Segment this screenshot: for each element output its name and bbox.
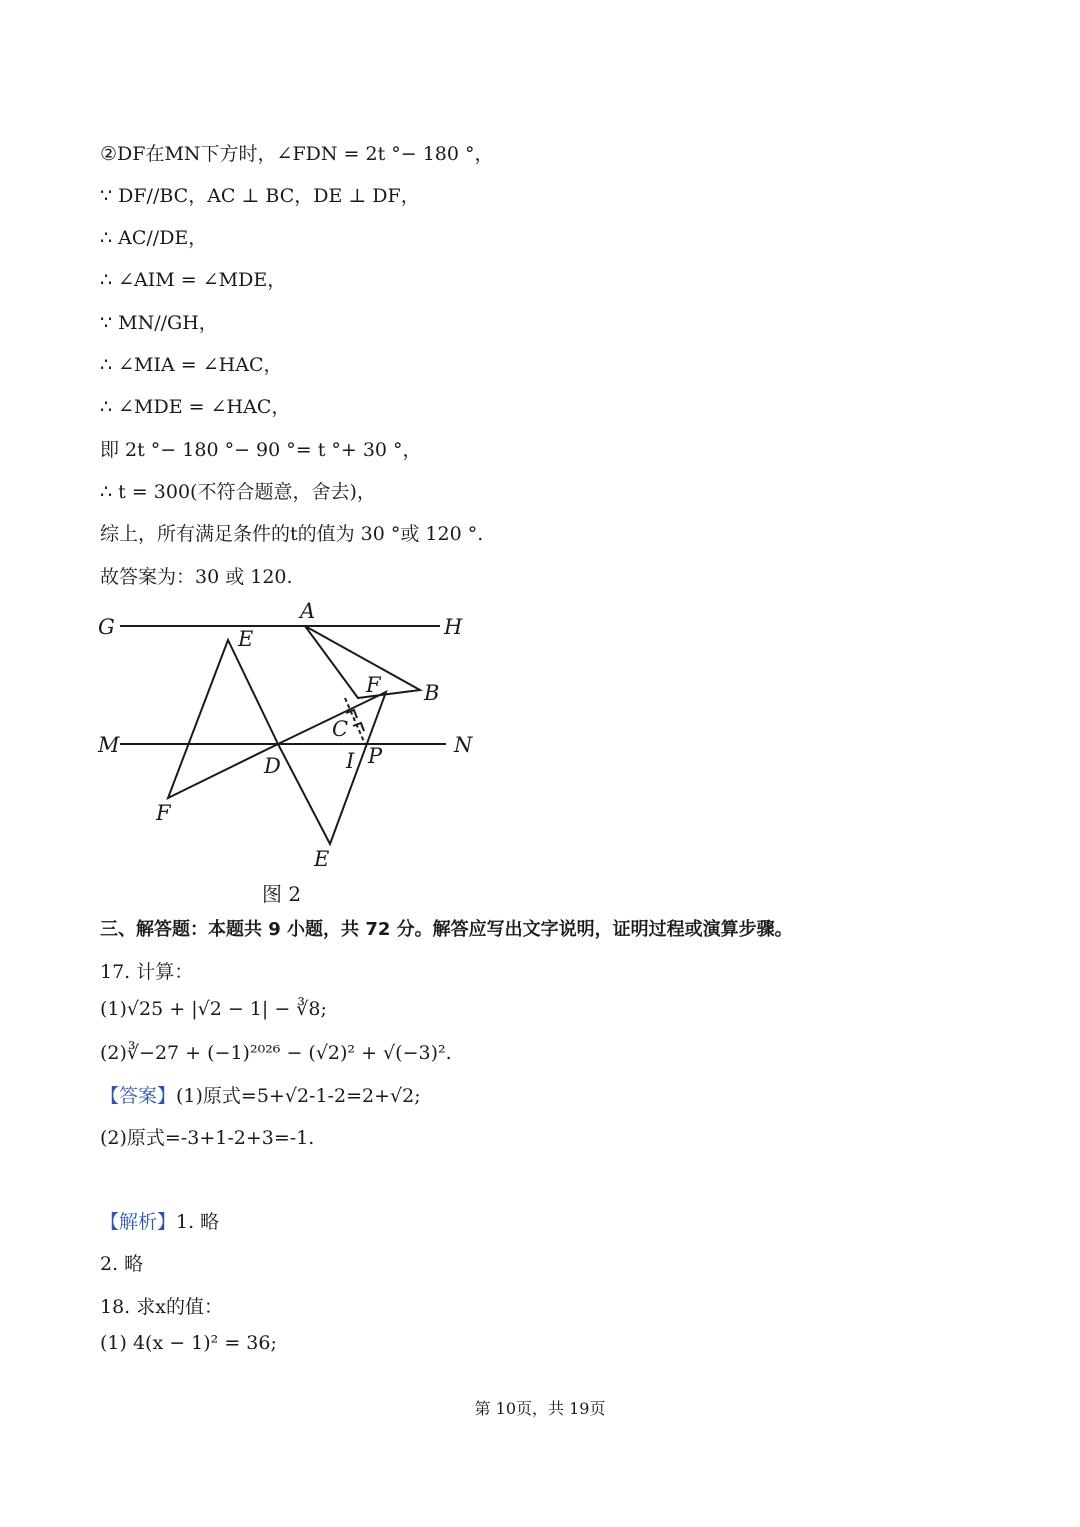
solution-line-6: ∴ ∠MIA = ∠HAC， — [100, 354, 283, 376]
solution-line-4: ∴ ∠AIM = ∠MDE， — [100, 269, 287, 291]
solution-line-1: ②DF在MN下方时，∠FDN = 2t °− 180 °， — [100, 143, 494, 165]
q17-part1: (1)√25 + |√2 − 1| − ∛8; — [100, 998, 327, 1020]
q18-part1: (1) 4(x − 1)² = 36; — [100, 1332, 277, 1354]
label-h: H — [444, 615, 463, 639]
solution-line-3: ∴ AC//DE， — [100, 227, 208, 249]
q18-title: 18. 求x的值： — [100, 1296, 223, 1318]
label-n: N — [454, 733, 473, 757]
label-d: D — [264, 754, 281, 778]
label-p: P — [368, 744, 383, 768]
label-a: A — [300, 599, 316, 623]
label-b: B — [424, 681, 440, 705]
label-f-right: F — [366, 673, 381, 697]
solution-line-9: ∴ t = 300(不符合题意，舍去)， — [100, 481, 376, 503]
label-f-left: F — [156, 801, 171, 825]
answer-tag: 【答案】 — [100, 1085, 177, 1107]
analysis-tag: 【解析】 — [100, 1211, 177, 1233]
label-m: M — [98, 733, 120, 757]
label-c: C — [332, 717, 349, 741]
triangle-edf-left — [168, 640, 278, 798]
label-e-bottom: E — [314, 847, 330, 871]
q17-analysis1: 1. 略 — [176, 1211, 220, 1233]
q17-analysis-row — [100, 1210, 219, 1234]
solution-line-7: ∴ ∠MDE = ∠HAC， — [100, 396, 291, 418]
geometry-figure — [90, 598, 490, 878]
section-heading: 三、解答题：本题共 9 小题，共 72 分。解答应写出文字说明，证明过程或演算步骤。 — [100, 919, 793, 940]
solution-line-8: 即 2t °− 180 °− 90 °= t °+ 30 °， — [100, 439, 422, 461]
solution-line-10: 综上，所有满足条件的t的值为 30 °或 120 °. — [100, 523, 484, 545]
figure-caption: 图 2 — [262, 882, 302, 906]
solution-line-5: ∵ MN//GH， — [100, 312, 218, 334]
q17-answer-row — [100, 1084, 421, 1108]
q17-title: 17. 计算： — [100, 961, 194, 983]
q17-part2: (2)∛−27 + (−1)²⁰²⁶ − (√2)² + √(−3)². — [100, 1042, 452, 1064]
triangle-dfe-right — [278, 692, 386, 844]
solution-line-11: 故答案为：30 或 120. — [100, 566, 293, 588]
solution-line-2: ∵ DF//BC，AC ⊥ BC，DE ⊥ DF， — [100, 185, 420, 207]
triangle-abc — [305, 626, 420, 698]
label-i: I — [346, 749, 355, 773]
q17-answer2: (2)原式=-3+1-2+3=-1. — [100, 1127, 315, 1149]
q17-analysis2: 2. 略 — [100, 1253, 144, 1275]
page-footer: 第 10页，共 19页 — [474, 1399, 606, 1418]
label-g: G — [98, 615, 115, 639]
q17-answer1: (1)原式=5+√2-1-2=2+√2; — [176, 1085, 421, 1107]
label-e-top: E — [238, 627, 254, 651]
